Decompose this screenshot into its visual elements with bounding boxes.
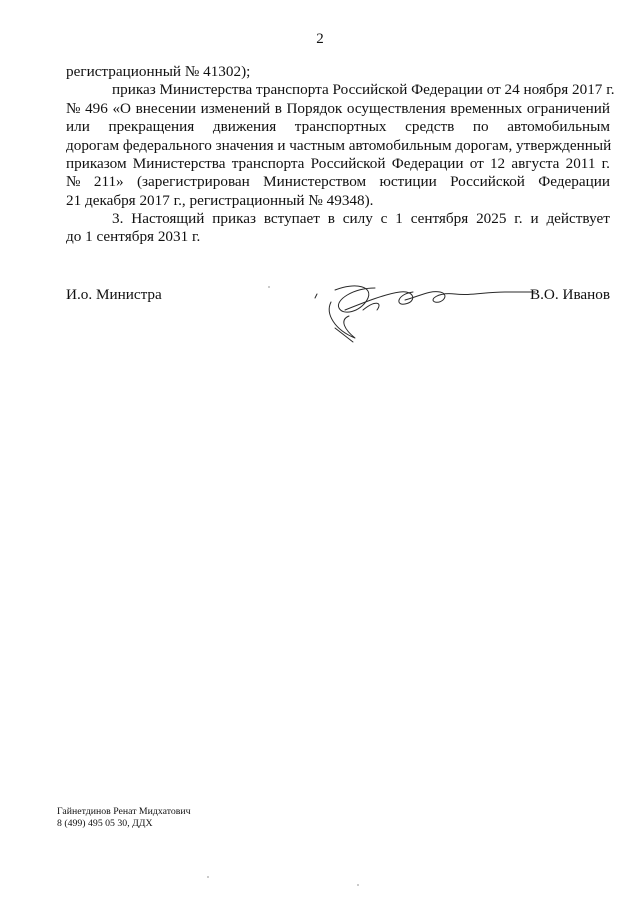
word: Российской [310, 154, 386, 172]
word: движения [212, 118, 277, 136]
word: сентября [410, 210, 469, 227]
paragraph-1 [66, 63, 615, 210]
scan-speck [357, 884, 359, 886]
word: или [66, 118, 90, 136]
word: 12 [489, 154, 506, 172]
word: осуществления [346, 99, 446, 117]
word: внесении [135, 99, 197, 117]
word: ограничений [526, 99, 610, 117]
p2-line-1 [66, 210, 610, 228]
contact-phone: 8 (499) 495 05 30, ДДХ [57, 818, 153, 829]
word: № [66, 173, 81, 191]
word: 496 [85, 99, 108, 117]
word: временных [450, 99, 523, 117]
word: приказ [212, 210, 256, 227]
word: августа [511, 154, 560, 172]
word: 211» [93, 173, 124, 191]
handwritten-signature [305, 280, 545, 350]
word: и [530, 210, 539, 227]
word: № [66, 99, 81, 117]
word: 2011 [565, 154, 596, 172]
word: «О [112, 99, 131, 117]
word: в [274, 99, 282, 117]
p1-line-2-text: приказ Министерства транспорта Российской Федерации от 24 ноября 2017 г. [112, 81, 615, 99]
position-title: И.о. Министра [66, 286, 162, 303]
word: транспорта [231, 154, 305, 172]
word: вступает [263, 210, 320, 227]
word: Федерации [391, 154, 464, 172]
p1-line-2 [66, 81, 615, 99]
word: автомобильным [507, 118, 610, 136]
word: от [469, 154, 484, 172]
word: г. [601, 154, 610, 172]
word: силу [342, 210, 373, 227]
word: Министерством [263, 173, 367, 191]
p2-line-2: до 1 сентября 2031 г. [66, 228, 201, 246]
word: 1 [395, 210, 403, 227]
word: (зарегистрирован [137, 173, 250, 191]
page-number: 2 [316, 31, 324, 47]
word: с [380, 210, 388, 227]
contact-block [57, 806, 191, 830]
word: Федерации [538, 173, 610, 191]
p1-line-6 [66, 155, 610, 173]
p1-line-1: регистрационный № 41302); [66, 63, 251, 80]
word: изменений [200, 99, 271, 117]
signer-name: В.О. Иванов [530, 286, 611, 303]
contact-name: Гайнетдинов Ренат Мидхатович [57, 806, 191, 817]
scan-speck [268, 286, 270, 288]
word: средств [405, 118, 455, 136]
p1-line-3 [66, 100, 610, 118]
word: юстиции [379, 173, 437, 191]
scan-speck [207, 876, 209, 878]
word: прекращения [108, 118, 195, 136]
word: 2025 [476, 210, 507, 227]
word: г. [514, 210, 523, 227]
p1-line-7 [66, 173, 610, 191]
word: Порядок [286, 99, 343, 117]
word: 3. [112, 210, 124, 227]
word: по [472, 118, 489, 136]
word: в [327, 210, 335, 227]
paragraph-2 [66, 210, 610, 247]
p1-line-5: дорогам федерального значения и частным автомобильным дорогам, утвержденный [66, 136, 612, 154]
word: Российской [450, 173, 525, 191]
p1-line-4 [66, 118, 610, 136]
word: Министерства [132, 154, 226, 172]
word: Настоящий [131, 210, 205, 227]
word: приказом [66, 154, 127, 172]
p1-line-8: 21 декабря 2017 г., регистрационный № 49348). [66, 191, 374, 209]
word: действует [546, 210, 610, 227]
word: транспортных [294, 118, 387, 136]
